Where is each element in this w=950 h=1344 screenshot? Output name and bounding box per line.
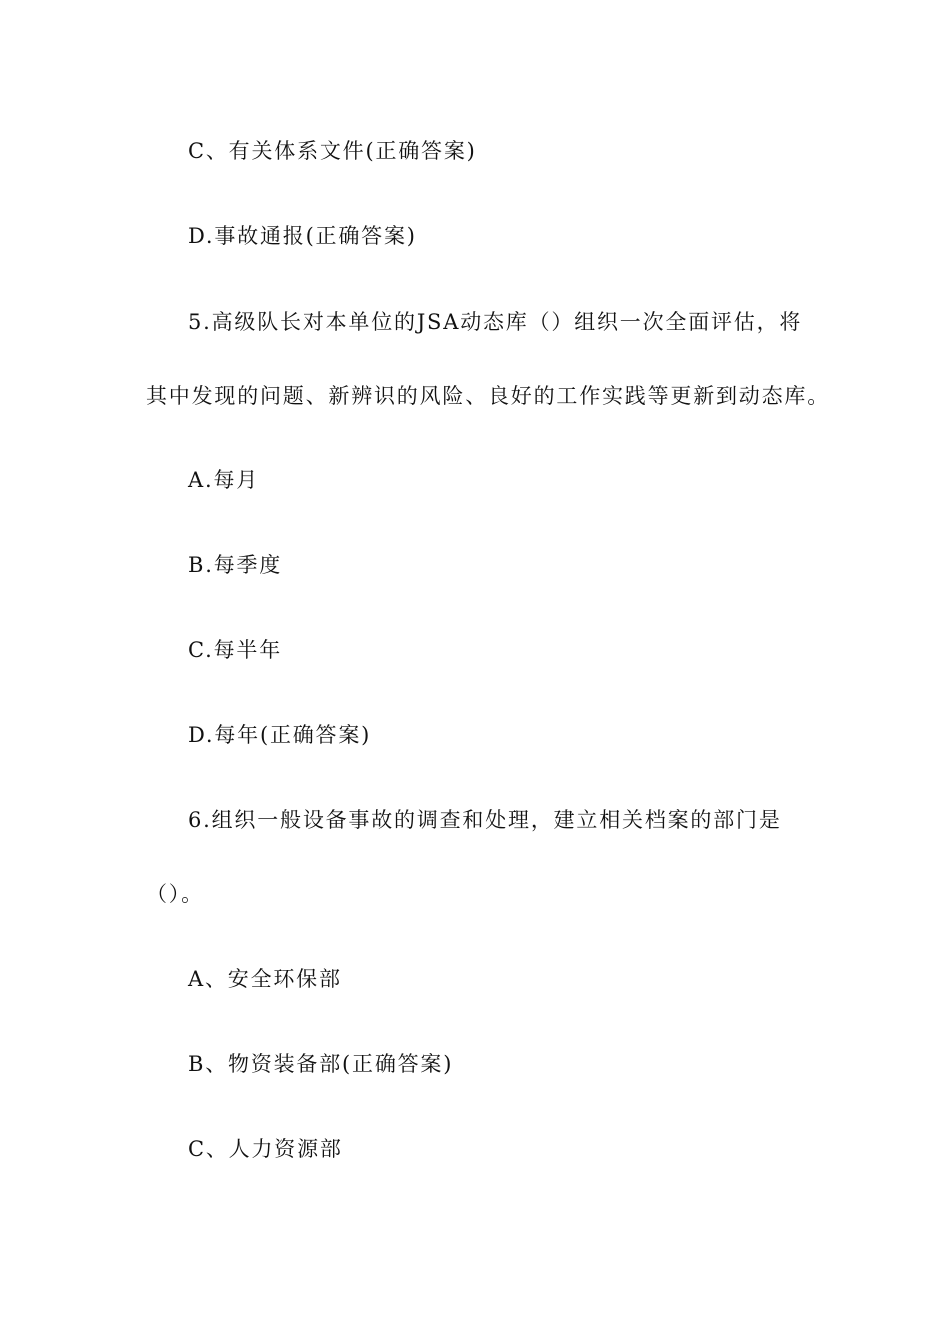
q5-question-stem-line2: 其中发现的问题、新辨识的风险、良好的工作实践等更新到动态库。 bbox=[146, 384, 830, 408]
q5-question-stem-line1: 5.高级队长对本单位的JSA动态库（）组织一次全面评估，将 bbox=[188, 310, 803, 334]
q6-option-a: A、安全环保部 bbox=[188, 967, 342, 991]
q5-option-b: B.每季度 bbox=[188, 553, 283, 577]
q6-question-stem-line2: （）。 bbox=[146, 882, 204, 906]
q6-question-stem-line1: 6.组织一般设备事故的调查和处理，建立相关档案的部门是 bbox=[188, 808, 782, 832]
q6-option-c: C、人力资源部 bbox=[188, 1137, 343, 1161]
q5-option-d: D.每年(正确答案) bbox=[188, 723, 372, 747]
q4-option-d: D.事故通报(正确答案) bbox=[188, 224, 417, 248]
q6-option-b: B、物资装备部(正确答案) bbox=[188, 1052, 454, 1076]
q4-option-c: C、有关体系文件(正确答案) bbox=[188, 139, 477, 163]
q5-option-c: C.每半年 bbox=[188, 638, 282, 662]
q5-option-a: A.每月 bbox=[188, 468, 260, 492]
